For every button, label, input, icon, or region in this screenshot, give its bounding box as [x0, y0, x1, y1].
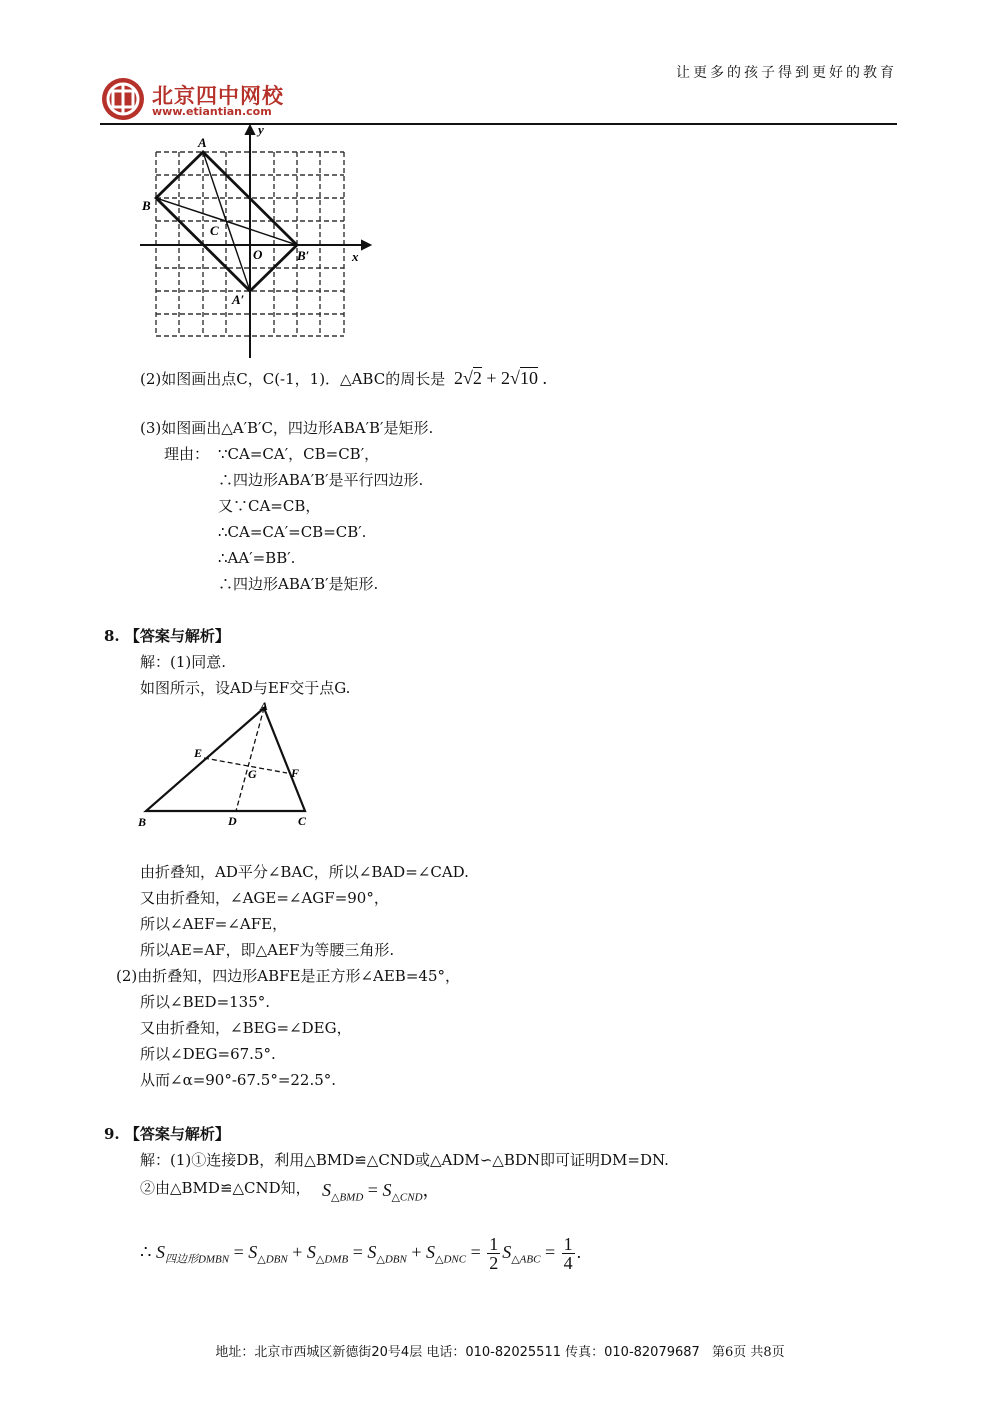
fig1-label-x: x: [352, 249, 359, 264]
s7-part3: (3)如图画出△A′B′C，四边形ABA′B′是矩形.: [140, 419, 434, 437]
triangle-figure: [132, 698, 322, 832]
fig2-label-f: F: [291, 766, 300, 780]
fig2-label-e: E: [194, 746, 203, 760]
fig1-label-c: C: [210, 223, 219, 238]
perimeter-formula: 2√2 + 2√10 .: [454, 368, 547, 388]
s7-proof-line: 又∵CA=CB，: [218, 497, 321, 515]
fig2-label-a: A: [260, 699, 269, 713]
fig2-label-b: B: [138, 815, 147, 829]
s9-formula-1: $S_{\triangle BMD} = S_{\triangle CND}$，: [322, 1180, 441, 1204]
fig2-label-c: C: [298, 814, 307, 828]
s8-heading: 8. 【答案与解析】: [104, 627, 230, 645]
s7-part2: (2)如图画出点C，C(-1，1)．△ABC的周长是 2√2 + 2√10 .: [140, 368, 547, 388]
logo-url: www.etiantian.com: [152, 105, 272, 118]
s8-line: 由折叠知，AD平分∠BAC，所以∠BAD=∠CAD.: [140, 863, 469, 881]
s9-formula-2: ∴ $S_{四边形DMBN} = S_{\triangle DBN} + S_{\triangle DMB} = S_{\triangle DBN} + S_{\triangle DNC}$ = $\frac{1}{2}$ $S_{\triangle ABC}$ = $\frac{1}{4}$ .: [140, 1234, 582, 1274]
coordinate-figure: [130, 122, 380, 362]
logo-name: 北京四中网校: [152, 83, 284, 108]
s8-line: 所以∠AEF=∠AFE，: [140, 915, 288, 933]
fig1-label-a: A: [198, 135, 207, 150]
s8-line: 所以∠DEG=67.5°.: [140, 1045, 276, 1063]
logo-emblem-icon: [100, 76, 146, 122]
s7-proof-line: ∴AA′=BB′.: [218, 549, 296, 567]
s7-proof-line: ∴四边形ABA′B′是平行四边形.: [218, 471, 424, 489]
s8-line: (2)由折叠知，四边形ABFE是正方形∠AEB=45°，: [116, 967, 460, 985]
footer-address: 地址：北京市西城区新德街20号4层 电话：010-82025511 传真：010-82079687: [215, 1345, 700, 1360]
fig2-label-d: D: [228, 814, 237, 828]
footer-page-number: 第6页 共8页: [711, 1345, 785, 1360]
fig1-label-a-prime: A′: [232, 292, 245, 307]
fig1-label-y: y: [258, 122, 264, 137]
s9-heading: 9. 【答案与解析】: [104, 1125, 230, 1143]
s8-line: 又由折叠知，∠BEG=∠DEG，: [140, 1019, 352, 1037]
s8-line: 如图所示，设AD与EF交于点G.: [140, 679, 351, 697]
s8-line: 所以∠BED=135°.: [140, 993, 271, 1011]
page-footer: [0, 1341, 1000, 1360]
fig2-label-g: G: [248, 767, 257, 781]
fig1-label-o: O: [253, 247, 263, 262]
s7-proof-line: ∴四边形ABA′B′是矩形.: [218, 575, 379, 593]
fig1-label-b-prime: B′: [297, 248, 310, 263]
fig1-label-b: B: [142, 198, 151, 213]
logo: [100, 76, 146, 122]
s7-proof-line: ∴CA=CA′=CB=CB′.: [218, 523, 367, 541]
s9-line: ②由△BMD≌△CND知，: [140, 1179, 311, 1197]
s8-line: 所以AE=AF，即△AEF为等腰三角形.: [140, 941, 395, 959]
s7-reason-label: 理由：: [164, 445, 210, 463]
s8-line: 解：(1)同意.: [140, 653, 227, 671]
s8-line: 又由折叠知，∠AGE=∠AGF=90°，: [140, 889, 389, 907]
s9-line: 解：(1)①连接DB，利用△BMD≌△CND或△ADM∽△BDN即可证明DM=DN.: [140, 1151, 669, 1169]
s7-proof-line: ∵CA=CA′，CB=CB′，: [218, 445, 380, 463]
header-slogan: 让更多的孩子得到更好的教育: [676, 65, 897, 81]
s8-line: 从而∠α=90°-67.5°=22.5°.: [140, 1071, 337, 1089]
